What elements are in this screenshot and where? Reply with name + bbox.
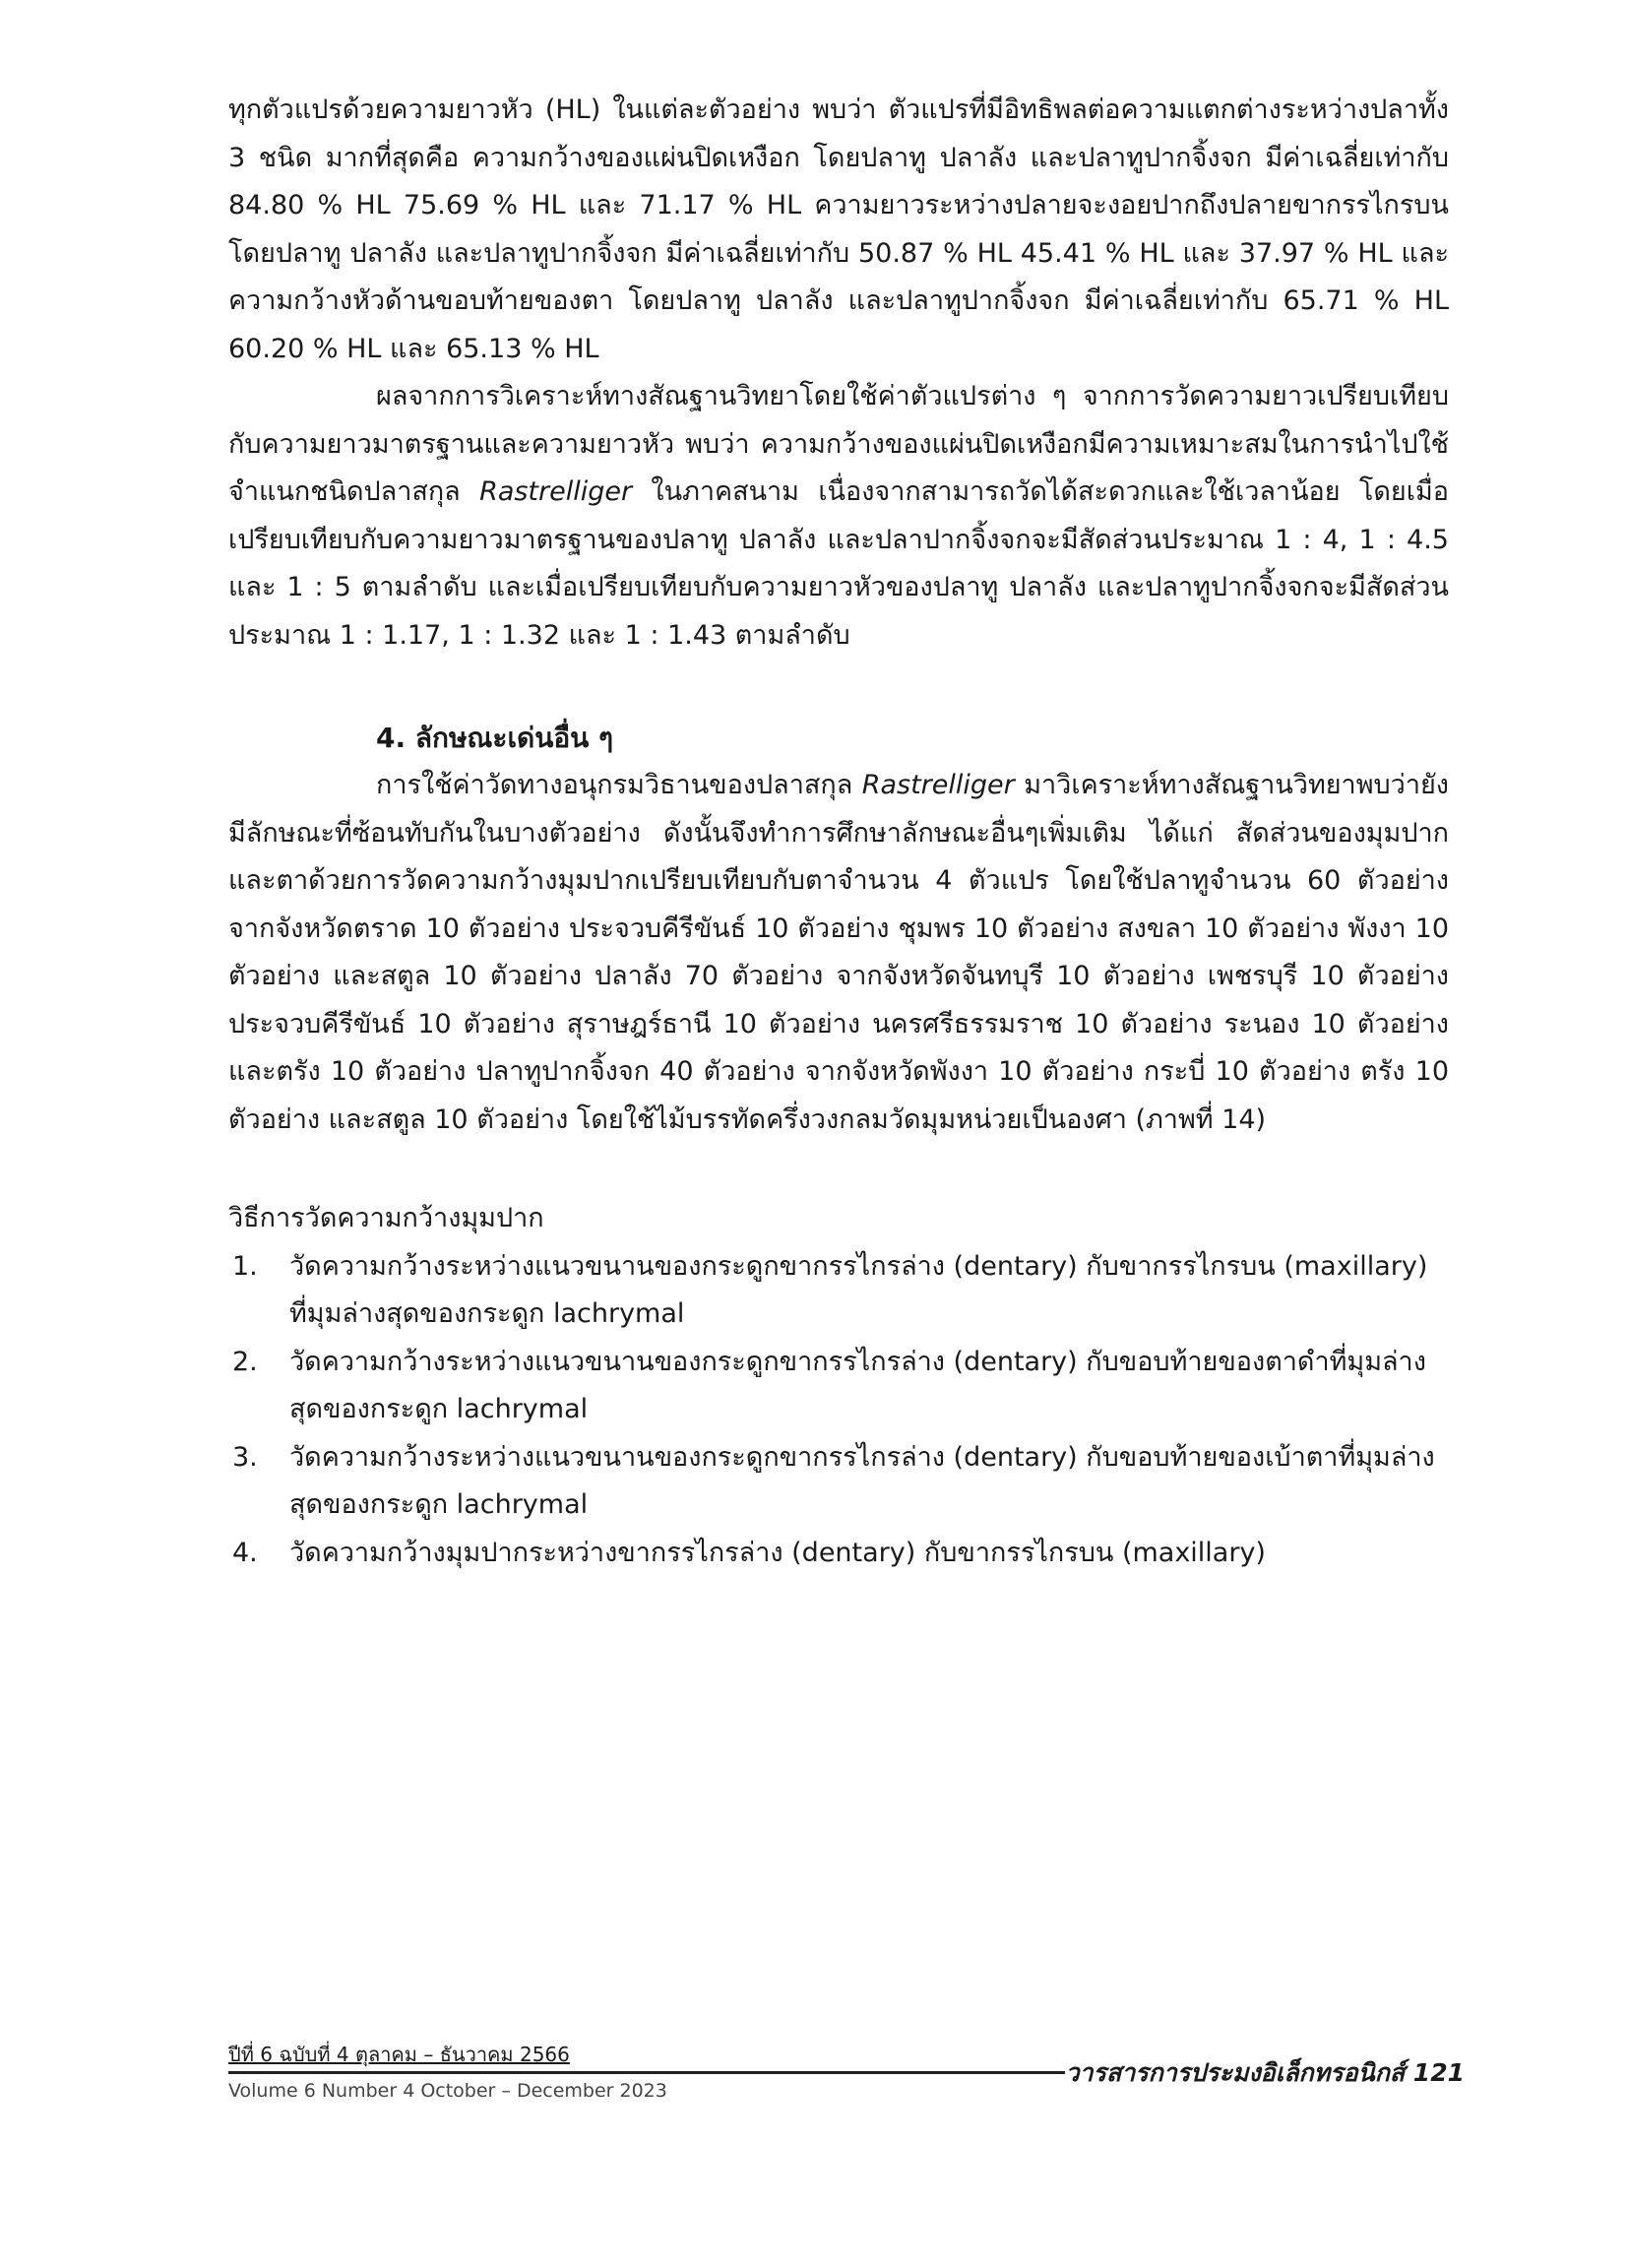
issue-info-english: Volume 6 Number 4 October – December 2023 [228,2080,667,2102]
step-number: 1. [232,1250,258,1282]
step-text: วัดความกว้างมุมปากระหว่างขากรรไกรล่าง (dentary) กับขากรรไกรบน (maxillary) [289,1537,1266,1568]
step-text: วัดความกว้างระหว่างแนวขนานของกระดูกขากรรไกรล่าง (dentary) กับขอบท้ายของตาดำที่มุมล่างสุดของกระดูก lachrymal [289,1346,1426,1424]
section-heading: 4. ลักษณะเด่นอื่น ๆ [376,722,614,754]
page-footer [228,2042,1486,2102]
method-step [228,1530,1449,1578]
step-number: 3. [232,1441,258,1473]
method-title: วิธีการวัดความกว้างมุมปาก [228,1203,544,1233]
step-text: วัดความกว้างระหว่างแนวขนานของกระดูกขากรรไกรล่าง (dentary) กับขากรรไกรบน (maxillary) ที่มุมล่างสุดของกระดูก lachrymal [289,1250,1428,1329]
step-number: 4. [232,1537,258,1568]
analysis-text-end: ในภาคสนาม เนื่องจากสามารถวัดได้สะดวกและใช้เวลาน้อย โดยเมื่อเปรียบเทียบกับความยาวมาตรฐานของปลาทู ปลาลัง และปลาปากจิ้งจกจะมีสัดส่วนประมาณ 1 : 4, 1 : 4.5 และ 1 : 5 ตามลำดับ และเมื่อเปรียบเทียบกับความยาวหัวของปลาทู ปลาลัง และปลาทูปากจิ้งจกจะมีสัดส่วนประมาณ 1 : 1.17, 1 : 1.32 และ 1 : 1.43 ตามลำดับ [228,476,1449,651]
method-steps-list [228,1243,1449,1578]
analysis-text-start: ผลจากการวิเคราะห์ทางสัณฐานวิทยาโดยใช้ค่าตัวแปรต่าง ๆ จากการวัดความยาวเปรียบเทียบกับความยาวมาตรฐานและความยาวหัว พบว่า ความกว้างของแผ่นปิดเหงือกมีความเหมาะสมในการนำไปใช้จำแนกชนิดปลาสกุล [228,381,1449,507]
step-number: 2. [232,1346,258,1377]
results-paragraph: ทุกตัวแปรด้วยความยาวหัว (HL) ในแต่ละตัวอย่าง พบว่า ตัวแปรที่มีอิทธิพลต่อความแตกต่างระหว่างปลาทั้ง 3 ชนิด มากที่สุดคือ ความกว้างของแผ่นปิดเหงือก โดยปลาทู ปลาลัง และปลาทูปากจิ้งจก มีค่าเฉลี่ยเท่ากับ 84.80 % HL 75.69 % HL และ 71.17 % HL ความยาวระหว่างปลายจะงอยปากถึงปลายขากรรไกรบนโดยปลาทู ปลาลัง และปลาทูปากจิ้งจก มีค่าเฉลี่ยเท่ากับ 50.87 % HL 45.41 % HL และ 37.97 % HL และความกว้างหัวด้านขอบท้ายของตา โดยปลาทู ปลาลัง และปลาทูปากจิ้งจก มีค่าเฉลี่ยเท่ากับ 65.71 % HL 60.20 % HL และ 65.13 % HL [228,94,1449,364]
analysis-paragraph [228,373,1449,660]
features-paragraph [228,762,1449,1144]
features-text-end: มาวิเคราะห์ทางสัณฐานวิทยาพบว่ายังมีลักษณะที่ซ้อนทับกันในบางตัวอย่าง ดังนั้นจึงทำการศึกษาลักษณะอื่นๆเพิ่มเติม ได้แก่ สัดส่วนของมุมปากและตาด้วยการวัดความกว้างมุมปากเปรียบเทียบกับตาจำนวน 4 ตัวแปร โดยใช้ปลาทูจำนวน 60 ตัวอย่างจากจังหวัดตราด 10 ตัวอย่าง ประจวบคีรีขันธ์ 10 ตัวอย่าง ชุมพร 10 ตัวอย่าง สงขลา 10 ตัวอย่าง พังงา 10 ตัวอย่าง และสตูล 10 ตัวอย่าง ปลาลัง 70 ตัวอย่าง จากจังหวัดจันทบุรี 10 ตัวอย่าง เพชรบุรี 10 ตัวอย่าง ประจวบคีรีขันธ์ 10 ตัวอย่าง สุราษฎร์ธานี 10 ตัวอย่าง นครศรีธรรมราช 10 ตัวอย่าง ระนอง 10 ตัวอย่าง และตรัง 10 ตัวอย่าง ปลาทูปากจิ้งจก 40 ตัวอย่าง จากจังหวัดพังงา 10 ตัวอย่าง กระบี่ 10 ตัวอย่าง ตรัง 10 ตัวอย่าง และสตูล 10 ตัวอย่าง โดยใช้ไม้บรรทัดครึ่งวงกลมวัดมุมหน่วยเป็นองศา (ภาพที่ 14) [228,770,1449,1135]
method-step [228,1339,1449,1434]
genus-name: Rastrelliger [861,770,1015,800]
footer-divider [228,2071,1065,2074]
issue-info-thai: ปีที่ 6 ฉบับที่ 4 ตุลาคม – ธันวาคม 2566 [228,2043,570,2066]
method-step [228,1243,1449,1339]
step-text: วัดความกว้างระหว่างแนวขนานของกระดูกขากรรไกรล่าง (dentary) กับขอบท้ายของเบ้าตาที่มุมล่างสุดของกระดูก lachrymal [289,1441,1435,1520]
body-content [228,87,1449,1577]
genus-name: Rastrelliger [479,476,633,507]
journal-name-page-number: วารสารการประมงอิเล็กทรอนิกส์ 121 [1065,2058,1465,2087]
method-step [228,1434,1449,1530]
features-text-start: การใช้ค่าวัดทางอนุกรมวิธานของปลาสกุล [376,770,862,800]
